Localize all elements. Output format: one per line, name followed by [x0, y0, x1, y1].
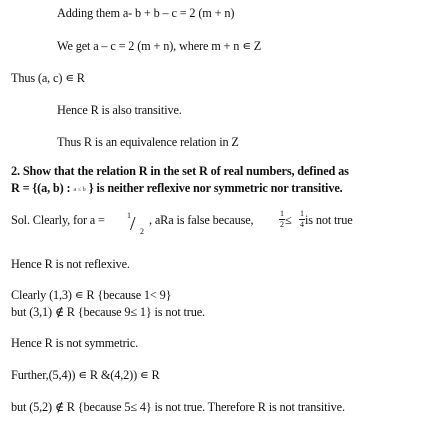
- line-we-get: We get a – c = 2 (m + n), where m + n ∊ Z: [57, 39, 262, 53]
- fraction-half-top: 1: [280, 209, 284, 218]
- relation-definition: [11, 181, 343, 198]
- line-not-symmetric: Hence R is not symmetric.: [11, 336, 139, 350]
- line-clearly: Clearly (1,3) ∊ R {because 1< 9}: [11, 288, 172, 302]
- relation-definition-start: R = {(a, b) :: [11, 181, 74, 195]
- half-numerator: 1: [127, 211, 131, 220]
- line-transitive: Hence R is also transitive.: [57, 103, 182, 117]
- solution-line: Sol. Clearly, for a =: [11, 213, 105, 227]
- fraction-half-bottom: 2: [280, 220, 284, 229]
- relation-definition-end: } is neither reflexive nor symmetric nor transitive.: [86, 181, 343, 195]
- solution-because: , aRa is false because,: [149, 213, 254, 227]
- leq-sign: ≤: [285, 213, 292, 227]
- half-slash: /: [130, 213, 136, 235]
- line-not-reflexive: Hence R is not reflexive.: [11, 257, 130, 271]
- half-denominator: 2: [140, 227, 144, 236]
- line-not-transitive: but (5,2) ∉ R {because 5≤ 4} is not true. Therefore R is not transitive.: [11, 400, 345, 414]
- relation-condition: a ≤ b: [73, 187, 86, 193]
- line-but-31: but (3,1) ∉ R {because 9≤ 1} is not true.: [11, 305, 205, 319]
- solution-not-true: is not true: [305, 213, 353, 227]
- fraction-quarter-bottom: 4: [300, 220, 304, 229]
- line-adding: Adding them a- b + b – c = 2 (m + n): [57, 6, 235, 20]
- line-thus-ac: Thus (a, c) ∊ R: [11, 71, 85, 85]
- line-equivalence: Thus R is an equivalence relation in Z: [57, 135, 239, 149]
- question-2: 2. Show that the relation R in the set R of real numbers, defined as: [11, 164, 349, 178]
- line-further: Further,(5,4)) ∊ R &(4,2)) ∊ R: [11, 368, 160, 382]
- fraction-quarter-top: 1: [300, 209, 304, 218]
